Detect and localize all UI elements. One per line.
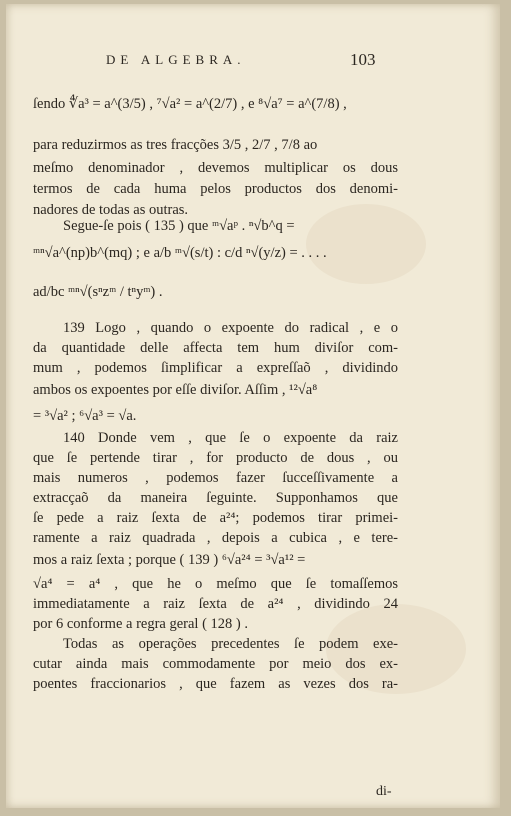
text-line: Todas as operações precedentes ſe podem exe- <box>63 636 398 652</box>
book-page <box>6 4 500 808</box>
text-line: ſendo ∜a³ = a^(3/5) , ⁷√a² = a^(2/7) , e ⁸√a⁷ = a^(7/8) , <box>33 96 347 112</box>
text-line: 139 Logo , quando o expoente do radical , e o <box>63 320 398 336</box>
text-line: extracçaõ da maneira ſeguinte. Supponhamos que <box>33 490 398 506</box>
text-line: ad/bc ᵐⁿ√(sⁿzᵐ / tⁿyᵐ) . <box>33 284 163 300</box>
text-line: ᵐⁿ√a^(np)b^(mq) ; e a/b ᵐ√(s/t) : c/d ⁿ√(y/z) = . . . . <box>33 245 327 261</box>
text-line: 140 Donde vem , que ſe o expoente da raiz <box>63 430 398 446</box>
text-line: poentes fraccionarios , que fazem as vezes dos ra- <box>33 676 398 692</box>
text-line: por 6 conforme a regra geral ( 128 ) . <box>33 616 248 632</box>
text-line: nadores de todas as outras. <box>33 202 189 218</box>
text-line: para reduzirmos as tres fracções 3/5 , 2/7 , 7/8 ao <box>33 137 318 153</box>
text-line: mos a raiz ſexta ; porque ( 139 ) ⁶√a²⁴ = ³√a¹² = <box>33 552 306 568</box>
text-line: meſmo denominador , devemos multiplicar os dous <box>33 160 398 176</box>
text-line: ſe pede a raiz ſexta de a²⁴; podemos tirar primei- <box>33 510 398 526</box>
text-line: mum , podemos ſimplificar a expreſſaõ , dividindo <box>33 360 398 376</box>
text-line: ramente a raiz quadrada , depois a cubica , e tere- <box>33 530 398 546</box>
text-line: ambos os expoentes por eſſe diviſor. Aſſim , ¹²√a⁸ <box>33 382 318 398</box>
text-line: Segue-ſe pois ( 135 ) que ᵐ√aᵖ . ⁿ√b^q = <box>63 218 295 234</box>
catchword: di- <box>376 784 392 799</box>
text-line: que ſe pertende tirar , for producto de dous , ou <box>33 450 398 466</box>
running-title: DE ALGEBRA. <box>106 52 246 67</box>
page-number: 103 <box>350 50 376 69</box>
text-line: termos de cada huma pelos productos dos denomi- <box>33 181 398 197</box>
text-line: mais numeros , podemos fazer ſucceſſivamente a <box>33 470 398 486</box>
text-line: = ³√a² ; ⁶√a³ = √a. <box>33 408 137 424</box>
text-line: cutar ainda mais commodamente por meio dos ex- <box>33 656 398 672</box>
text-line: da quantidade delle affecta tem hum diviſor com- <box>33 340 398 356</box>
text-line: √a⁴ = a⁴ , que he o meſmo que ſe tomaſſemos <box>33 576 398 592</box>
text-line: immediatamente a raiz ſexta de a²⁴ , dividindo 24 <box>33 596 398 612</box>
